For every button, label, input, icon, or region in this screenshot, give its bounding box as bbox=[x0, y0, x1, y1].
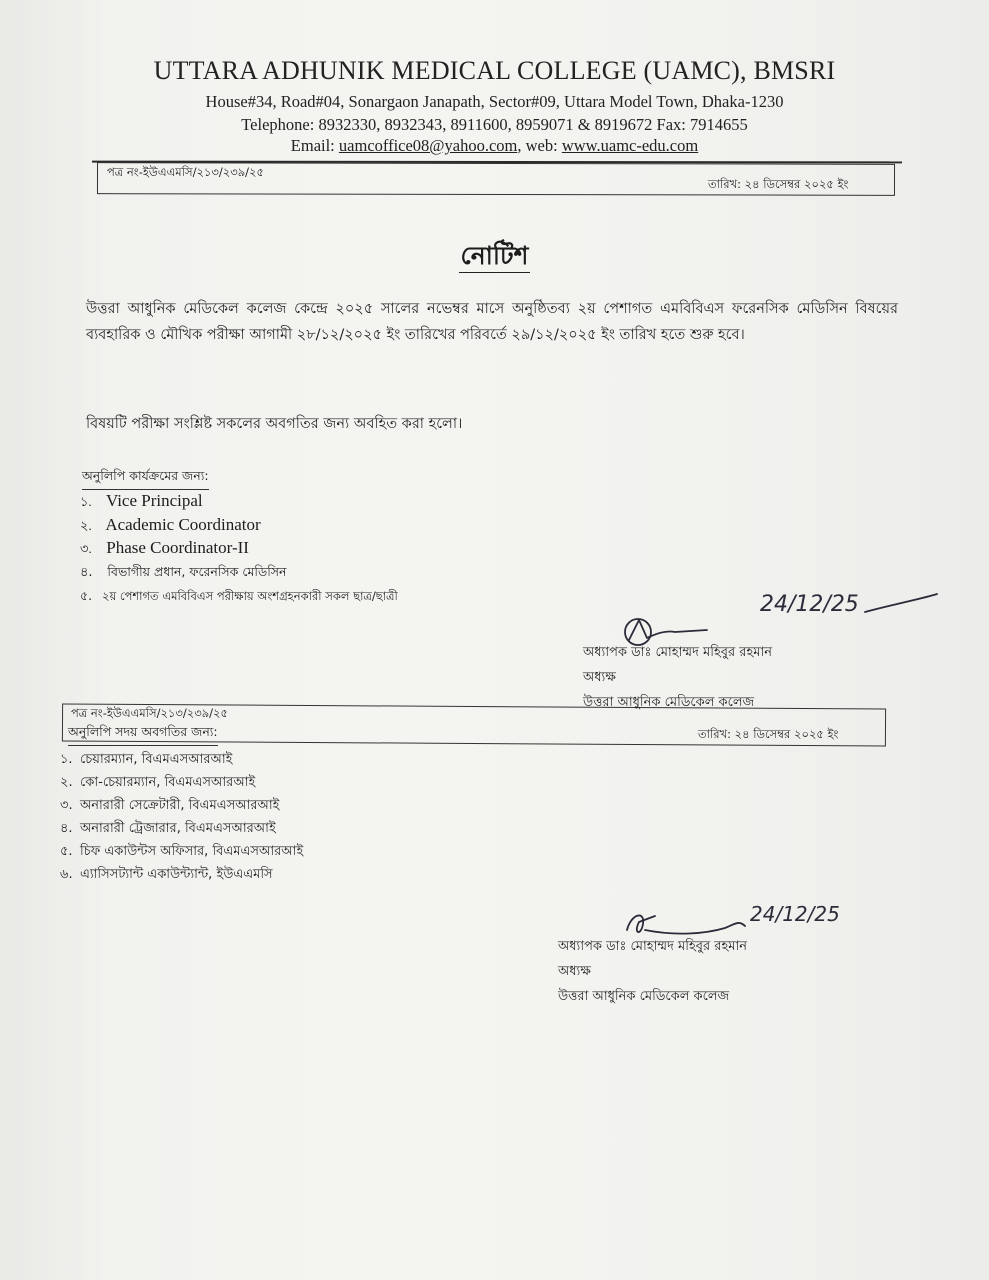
list-item-text: Phase Coordinator-II bbox=[106, 538, 249, 557]
list-item-number: ২. bbox=[60, 775, 73, 790]
memo-date-2: তারিখ: ২৪ ডিসেম্বর ২০২৫ ইং bbox=[698, 727, 839, 741]
memo-number: পত্র নং-ইউএএমসি/২১৩/২৩৯/২৫ bbox=[107, 165, 264, 179]
signatory-block-1 bbox=[583, 640, 772, 715]
signatory-institution: উত্তরা আধুনিক মেডিকেল কলেজ bbox=[583, 695, 755, 710]
list-item-number: ৩. bbox=[60, 798, 73, 813]
web-link[interactable]: www.uamc-edu.com bbox=[561, 136, 699, 155]
email-label: Email: bbox=[290, 136, 339, 155]
notice-title-text: নোটিশ bbox=[459, 241, 531, 273]
signatory-name: অধ্যাপক ডাঃ মোহাম্মদ মহিবুর রহমান bbox=[558, 939, 748, 954]
list-item-number: ৩. bbox=[80, 541, 92, 556]
list-item-number: ৪. bbox=[60, 821, 73, 836]
list-item-number: ৪. bbox=[80, 564, 93, 580]
list-item-text: এ্যাসিসট্যান্ট একাউন্ট্যান্ট, ইউএএমসি bbox=[80, 867, 273, 882]
list-item bbox=[80, 490, 398, 514]
list-item-text: চেয়ারম্যান, বিএমএসআরআই bbox=[80, 752, 233, 767]
list-item-text: কো-চেয়ারম্যান, বিএমএসআরআই bbox=[80, 775, 256, 790]
list-item-number: ৫. bbox=[80, 587, 93, 603]
signatory-block-2 bbox=[558, 934, 747, 1009]
list-item-number: ১. bbox=[60, 752, 73, 767]
email-link[interactable]: uamcoffice08@yahoo.com bbox=[338, 136, 518, 155]
list-item bbox=[60, 748, 303, 771]
notice-body-paragraph: উত্তরা আধুনিক মেডিকেল কলেজ কেন্দ্রে ২০২৫ সালের নভেম্বর মাসে অনুষ্ঠিতব্য ২য় পেশাগত এমবিবিএস ফরেনসিক মেডিসিন বিষয়ের ব্যবহারিক ও মৌখিক পরীক্ষা আগামী ২৮/১২/২০২৫ ইং তারিখের পরিবর্তে ২৯/১২/২০২৫ ইং তারিখ হতে শুরু হবে। bbox=[86, 301, 898, 343]
list-item-text: চিফ একাউন্টস অফিসার, বিএমএসআরআই bbox=[80, 844, 304, 859]
copy-for-action-heading: অনুলিপি কার্যক্রমের জন্য: bbox=[82, 468, 209, 490]
copy-for-action-list bbox=[80, 490, 398, 608]
list-item bbox=[60, 840, 303, 863]
list-item-text: অনারারী ট্রেজারার, বিএমএসআরআই bbox=[80, 821, 276, 836]
list-item-number: ৫. bbox=[60, 844, 73, 859]
signature-1-handwritten-date: 24/12/25 bbox=[760, 592, 859, 617]
list-item-number: ২. bbox=[80, 517, 92, 533]
list-item-number: ৬. bbox=[60, 867, 73, 882]
notice-info-paragraph: বিষয়টি পরীক্ষা সংশ্লিষ্ট সকলের অবগতির জন্য অবহিত করা হলো। bbox=[86, 416, 463, 432]
list-item-text: Vice Principal bbox=[105, 491, 203, 510]
list-item bbox=[80, 561, 398, 583]
list-item-number: ১. bbox=[80, 494, 92, 509]
list-item bbox=[60, 863, 303, 886]
signatory-name: অধ্যাপক ডাঃ মোহাম্মদ মহিবুর রহমান bbox=[583, 645, 773, 660]
list-item bbox=[60, 794, 303, 817]
college-address: House#34, Road#04, Sonargaon Janapath, Sector#09, Uttara Model Town, Dhaka-1230 bbox=[205, 92, 784, 111]
list-item bbox=[60, 771, 303, 794]
web-label: , web: bbox=[517, 136, 562, 155]
list-item bbox=[80, 537, 398, 561]
copy-for-info-list bbox=[60, 748, 303, 886]
list-item bbox=[60, 817, 303, 840]
list-item-text: বিভাগীয় প্রধান, ফরেনসিক মেডিসিন bbox=[107, 563, 287, 579]
college-telephone-fax: Telephone: 8932330, 8932343, 8911600, 8959071 & 8919672 Fax: 7914655 bbox=[241, 115, 748, 134]
list-item bbox=[80, 514, 398, 538]
list-item bbox=[80, 583, 398, 608]
list-item-text: Academic Coordinator bbox=[105, 514, 261, 534]
signatory-institution: উত্তরা আধুনিক মেডিকেল কলেজ bbox=[558, 989, 730, 1004]
signature-2-handwritten-date: 24/12/25 bbox=[750, 902, 840, 926]
copy-for-info-heading: অনুলিপি সদয় অবগতির জন্য: bbox=[68, 724, 218, 746]
signatory-designation: অধ্যক্ষ bbox=[558, 964, 591, 979]
list-item-text: ২য় পেশাগত এমবিবিএস পরীক্ষায় অংশগ্রহনকারী সকল ছাত্র/ছাত্রী bbox=[102, 588, 398, 603]
notice-title bbox=[0, 236, 989, 279]
signatory-designation: অধ্যক্ষ bbox=[583, 670, 616, 685]
list-item-text: অনারারী সেক্রেটারী, বিএমএসআরআই bbox=[80, 798, 280, 813]
college-name-heading: UTTARA ADHUNIK MEDICAL COLLEGE (UAMC), BMSRI bbox=[153, 56, 836, 85]
memo-date: তারিখ: ২৪ ডিসেম্বর ২০২৫ ইং bbox=[708, 177, 849, 191]
memo-number-2: পত্র নং-ইউএএমসি/২১৩/২৩৯/২৫ bbox=[71, 706, 228, 720]
college-email-web bbox=[0, 136, 989, 156]
